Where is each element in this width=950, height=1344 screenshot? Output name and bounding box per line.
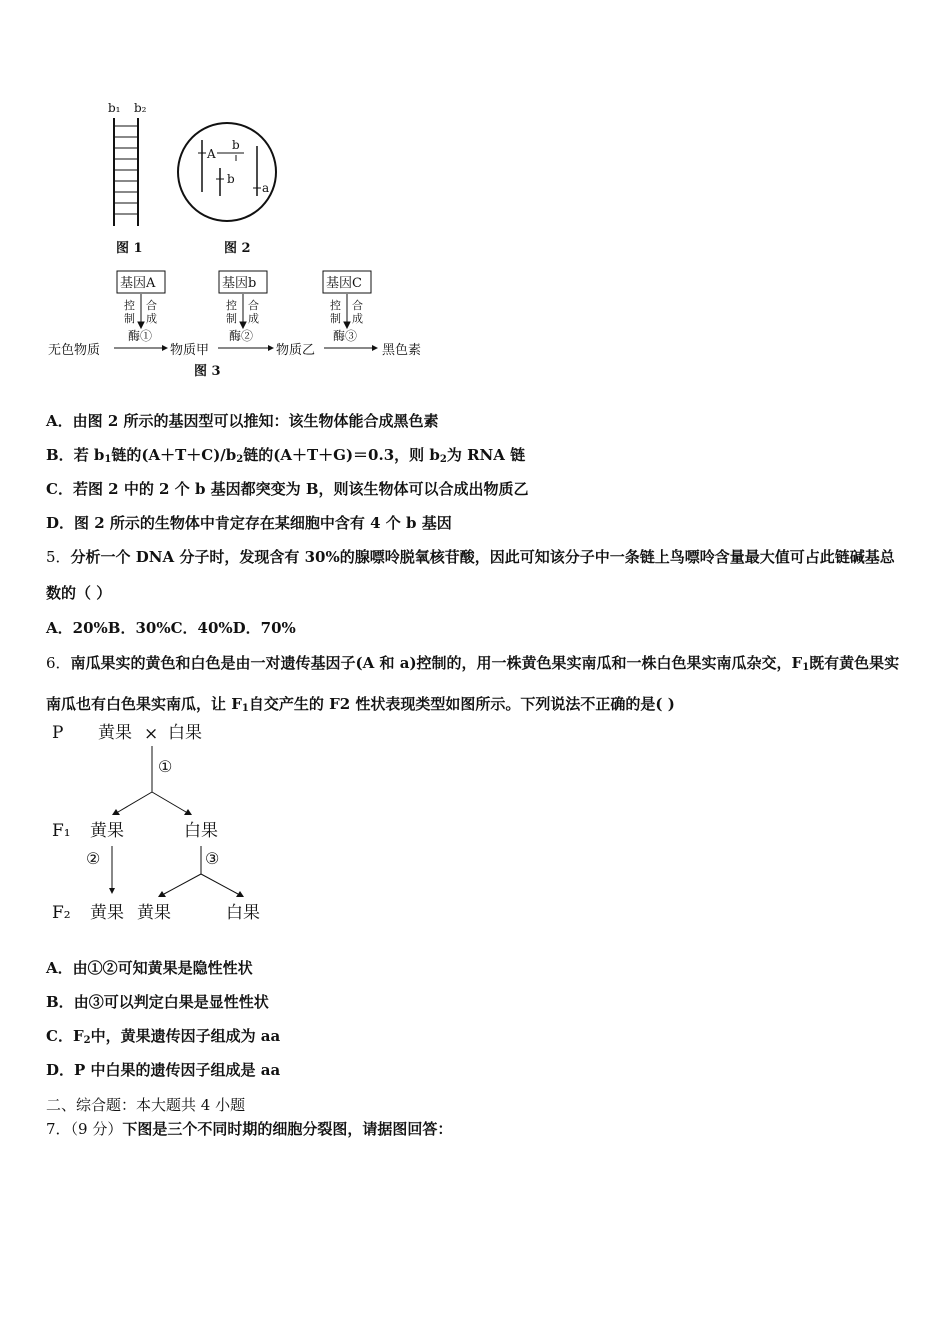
- strand-b2-label: b₂: [134, 101, 147, 115]
- f2-white: 白果: [226, 903, 260, 923]
- q4-option-b: [46, 445, 525, 470]
- parent-white: 白果: [168, 723, 202, 743]
- figure-pumpkin-inheritance: [44, 716, 284, 928]
- pathway-melanin: 黑色素: [382, 343, 422, 358]
- q7-score: （9 分）: [70, 1120, 123, 1138]
- gen-P-label: P: [52, 723, 64, 743]
- q6-option-a-letter: A．: [46, 959, 73, 977]
- q4-option-d: [46, 513, 452, 533]
- q7-number: 7．: [46, 1120, 71, 1138]
- q6-number: 6．: [46, 654, 71, 672]
- q6-option-a-text: 由①②可知黄果是隐性性状: [72, 959, 253, 977]
- gen-F2-label: F₂: [52, 903, 71, 923]
- q6-option-c-letter: C．: [46, 1027, 73, 1045]
- q5-text: 分析一个 DNA 分子时，发现含有 30%的腺嘌呤脱氧核苷酸，因此可知该分子中一条链上鸟嘌呤含量最大值可占此链碱基总数的（ ）: [46, 548, 895, 602]
- q6-option-b: [46, 992, 269, 1012]
- synth-char-2: 成: [146, 312, 157, 325]
- pathway-substance-yi: 物质乙: [276, 343, 316, 358]
- q4-option-d-letter: D．: [46, 514, 75, 532]
- q7-text: 下图是三个不同时期的细胞分裂图，请据图回答：: [122, 1120, 453, 1138]
- enzyme-2-label: 酶②: [229, 329, 254, 343]
- allele-b-mid-label: b: [227, 172, 235, 186]
- q4-option-d-text: 图 2 所示的生物体中肯定存在某细胞中含有 4 个 b 基因: [74, 514, 452, 532]
- q4-option-a-letter: A．: [46, 412, 73, 430]
- control-char-6: 制: [330, 312, 341, 325]
- step-2: ②: [86, 849, 101, 868]
- fig2-label: 图 2: [224, 241, 251, 256]
- q6-question: [46, 645, 908, 727]
- figure-genetics-diagram: [44, 96, 444, 381]
- q5-question: [46, 539, 908, 611]
- enzyme-1-label: 酶①: [128, 329, 153, 343]
- fig3-label: 图 3: [194, 364, 221, 379]
- gene-C-box: 基因C: [326, 276, 362, 291]
- q6-option-c-text-pre: F: [72, 1027, 84, 1045]
- allele-a-label: a: [262, 181, 270, 195]
- q6-sub2: 1: [241, 703, 249, 714]
- q4-option-b-text-mid2: 链的(A＋T＋G)＝0.3，则 b: [243, 446, 440, 464]
- enzyme-3-label: 酶③: [333, 329, 358, 343]
- step-1: ①: [158, 757, 173, 776]
- q4-option-c-letter: C．: [46, 480, 73, 498]
- parent-yellow: 黄果: [98, 723, 132, 743]
- q6-text-mid: 既有黄色果实南瓜也有白色果实南瓜，让 F: [46, 654, 900, 713]
- q6-text-pre: 南瓜果实的黄色和白色是由一对遗传基因子(A 和 a)控制的，用一株黄色果实南瓜和一株白色果实南瓜杂交，F: [70, 654, 803, 672]
- control-char-3: 控: [226, 299, 237, 312]
- control-char-5: 控: [330, 299, 341, 312]
- pathway-figure: [48, 271, 421, 379]
- synth-char-4: 成: [248, 312, 259, 325]
- f2-yellow-b: 黄果: [137, 903, 171, 923]
- allele-A-label: A: [207, 147, 216, 161]
- strand-b1-label: b₁: [108, 101, 121, 115]
- pathway-colorless: 无色物质: [48, 343, 101, 358]
- q6-option-a: [46, 958, 253, 978]
- q6-option-b-letter: B．: [46, 993, 74, 1011]
- q6-option-d-text: P 中白果的遗传因子组成是 aa: [74, 1061, 281, 1079]
- cell-chromosome-figure: [178, 123, 276, 256]
- q4-option-c: [46, 479, 529, 499]
- f2-yellow-a: 黄果: [90, 903, 124, 923]
- q4-option-b-text-pre: 若 b: [73, 446, 105, 464]
- q4-option-b-sub2: 2: [236, 454, 244, 465]
- q4-option-c-text: 若图 2 中的 2 个 b 基因都突变为 B，则该生物体可以合成出物质乙: [72, 480, 529, 498]
- q4-option-a-text: 由图 2 所示的基因型可以推知：该生物体能合成黑色素: [72, 412, 439, 430]
- synth-char-6: 成: [352, 312, 363, 325]
- gene-A-box: 基因A: [120, 276, 156, 291]
- synth-char-1: 合: [146, 299, 157, 312]
- q6-option-d-letter: D．: [46, 1061, 75, 1079]
- q5-options: A．20%B．30%C．40%D．70%: [46, 619, 296, 637]
- q6-text-post: 自交产生的 F2 性状表现类型如图所示。下列说法不正确的是( ): [248, 695, 675, 713]
- q4-option-b-sub1: 1: [104, 454, 112, 465]
- q4-option-b-sub3: 2: [439, 454, 447, 465]
- q6-option-c-text-post: 中，黄果遗传因子组成为 aa: [90, 1027, 281, 1045]
- fig1-label: 图 1: [116, 241, 143, 256]
- control-char-2: 制: [124, 312, 135, 325]
- q4-option-b-text-post: 为 RNA 链: [446, 446, 526, 464]
- cross-symbol: ×: [144, 724, 159, 744]
- q5-number: 5．: [46, 548, 71, 566]
- control-char-4: 制: [226, 312, 237, 325]
- f1-white: 白果: [184, 821, 218, 841]
- q6-option-c: [46, 1026, 280, 1051]
- section2-heading: 二、综合题：本大题共 4 小题: [46, 1096, 246, 1114]
- gene-b-box: 基因b: [222, 276, 257, 291]
- q4-option-b-letter: B．: [46, 446, 74, 464]
- allele-b-top-label: b: [232, 138, 240, 152]
- q6-option-b-text: 由③可以判定白果是显性性状: [73, 993, 269, 1011]
- q6-sub1: 1: [802, 662, 810, 673]
- dna-ladder-figure: [108, 101, 147, 256]
- q6-option-c-sub: 2: [83, 1035, 91, 1046]
- q4-option-a: [46, 411, 439, 431]
- q6-option-d: [46, 1060, 280, 1080]
- step-3: ③: [205, 849, 220, 868]
- control-char-1: 控: [124, 299, 135, 312]
- synth-char-5: 合: [352, 299, 363, 312]
- pathway-substance-jia: 物质甲: [170, 343, 210, 358]
- f1-yellow: 黄果: [90, 821, 124, 841]
- q4-option-b-text-mid: 链的(A＋T＋C)/b: [111, 446, 237, 464]
- gen-F1-label: F₁: [52, 821, 71, 841]
- synth-char-3: 合: [248, 299, 259, 312]
- q7-question: [46, 1119, 452, 1139]
